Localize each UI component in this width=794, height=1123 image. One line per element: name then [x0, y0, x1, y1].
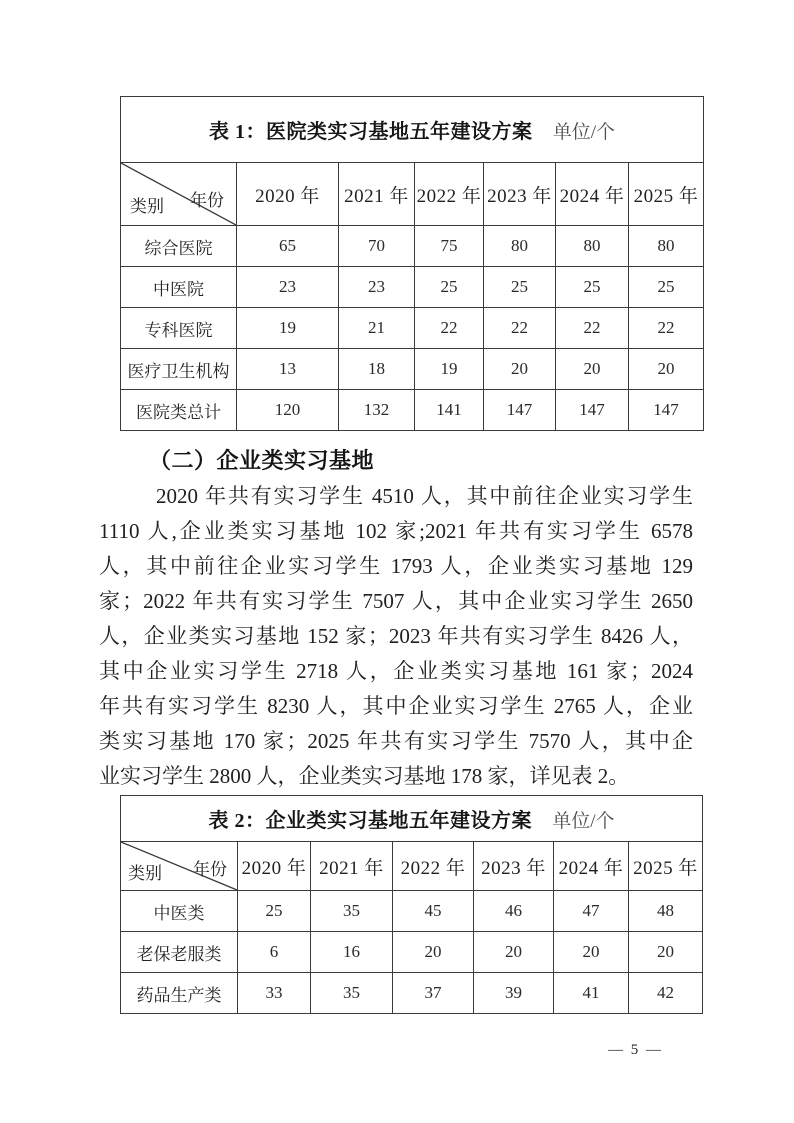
- table-title: 表 1：医院类实习基地五年建设方案: [209, 121, 533, 143]
- table-cell: 147: [484, 390, 556, 431]
- column-header-year: 2022 年: [393, 842, 474, 891]
- table-cell: 13: [237, 349, 339, 390]
- table-cell: 25: [238, 891, 311, 932]
- table-cell: 6: [238, 932, 311, 973]
- table-row: [121, 349, 704, 390]
- column-header-year: 2021 年: [311, 842, 393, 891]
- paragraph-line: 年共有实习学生 8230 人，其中企业实习学生 2765 人，企业: [99, 694, 693, 718]
- table-cell: 23: [237, 267, 339, 308]
- table-cell: 46: [474, 891, 554, 932]
- column-header-year: 2021 年: [339, 163, 415, 226]
- column-header-year: 2020 年: [238, 842, 311, 891]
- table-cell: 80: [484, 226, 556, 267]
- row-label: 中医院: [121, 267, 237, 308]
- table-cell: 39: [474, 973, 554, 1014]
- table-cell: 20: [554, 932, 629, 973]
- table-cell: 19: [415, 349, 484, 390]
- table-cell: 132: [339, 390, 415, 431]
- corner-label-category: 类别: [130, 197, 164, 216]
- table-row: [121, 891, 703, 932]
- table-cell: 141: [415, 390, 484, 431]
- table-cell: 42: [629, 973, 703, 1014]
- paragraph-line: 人，企业类实习基地 152 家；2023 年共有实习学生 8426 人，: [99, 624, 693, 648]
- row-label: 医院类总计: [121, 390, 237, 431]
- table-cell: 18: [339, 349, 415, 390]
- paragraph-line: 类实习基地 170 家；2025 年共有实习学生 7570 人，其中企: [99, 729, 693, 753]
- table-cell: 47: [554, 891, 629, 932]
- table-cell: 37: [393, 973, 474, 1014]
- corner-label-category: 类别: [128, 864, 162, 883]
- table-enterprise-bases: [120, 795, 703, 1014]
- table-title: 表 2：企业类实习基地五年建设方案: [208, 810, 532, 832]
- table-title-row: [121, 796, 703, 842]
- table-header-row: [121, 163, 704, 226]
- table-cell: 25: [629, 267, 704, 308]
- table-cell: 25: [415, 267, 484, 308]
- table-cell: 20: [556, 349, 629, 390]
- paragraph-line: 家；2022 年共有实习学生 7507 人，其中企业实习学生 2650: [99, 589, 693, 613]
- table-cell: 22: [556, 308, 629, 349]
- table-row: [121, 226, 704, 267]
- table-title-cell: [121, 97, 704, 163]
- table-row: [121, 973, 703, 1014]
- paragraph-line: 其中企业实习学生 2718 人，企业类实习基地 161 家；2024: [99, 659, 693, 683]
- table-unit-label: 单位/个: [552, 122, 616, 143]
- table-cell: 41: [554, 973, 629, 1014]
- table-title-cell: [121, 796, 703, 842]
- table-cell: 65: [237, 226, 339, 267]
- table-cell: 20: [484, 349, 556, 390]
- table-row: [121, 932, 703, 973]
- table-unit-label: 单位/个: [552, 811, 615, 832]
- section-block: [99, 445, 693, 794]
- corner-label-year: 年份: [193, 860, 227, 879]
- column-header-year: 2023 年: [474, 842, 554, 891]
- table-cell: 20: [629, 349, 704, 390]
- corner-label-year: 年份: [190, 191, 224, 210]
- table-cell: 33: [238, 973, 311, 1014]
- table-header-row: [121, 842, 703, 891]
- table-hospital-bases: [120, 96, 704, 431]
- column-header-year: 2020 年: [237, 163, 339, 226]
- table-cell: 20: [474, 932, 554, 973]
- table-cell: 48: [629, 891, 703, 932]
- paragraph-line: 1110 人,企业类实习基地 102 家;2021 年共有实习学生 6578: [99, 519, 693, 543]
- table-cell: 20: [393, 932, 474, 973]
- row-label: 药品生产类: [121, 973, 238, 1014]
- row-label: 中医类: [121, 891, 238, 932]
- corner-header-cell: [121, 842, 238, 891]
- row-label: 综合医院: [121, 226, 237, 267]
- column-header-year: 2023 年: [484, 163, 556, 226]
- table-row: [121, 308, 704, 349]
- column-header-year: 2025 年: [629, 842, 703, 891]
- table-cell: 22: [484, 308, 556, 349]
- table-cell: 35: [311, 891, 393, 932]
- table-cell: 80: [629, 226, 704, 267]
- table-cell: 147: [556, 390, 629, 431]
- table-cell: 147: [629, 390, 704, 431]
- row-label: 专科医院: [121, 308, 237, 349]
- column-header-year: 2024 年: [556, 163, 629, 226]
- table-cell: 25: [484, 267, 556, 308]
- table-cell: 75: [415, 226, 484, 267]
- paragraph-line: 2020 年共有实习学生 4510 人，其中前往企业实习学生: [156, 484, 693, 508]
- table-cell: 19: [237, 308, 339, 349]
- table-row: [121, 267, 704, 308]
- column-header-year: 2025 年: [629, 163, 704, 226]
- table-cell: 35: [311, 973, 393, 1014]
- row-label: 医疗卫生机构: [121, 349, 237, 390]
- table-cell: 120: [237, 390, 339, 431]
- column-header-year: 2022 年: [415, 163, 484, 226]
- table-cell: 25: [556, 267, 629, 308]
- table-cell: 22: [415, 308, 484, 349]
- table-cell: 21: [339, 308, 415, 349]
- table-row: [121, 390, 704, 431]
- table-cell: 70: [339, 226, 415, 267]
- table-cell: 22: [629, 308, 704, 349]
- row-label: 老保老服类: [121, 932, 238, 973]
- section-heading: （二）企业类实习基地: [149, 448, 375, 473]
- table-cell: 45: [393, 891, 474, 932]
- page-number: — 5 —: [608, 1042, 663, 1058]
- paragraph-line: 人，其中前往企业实习学生 1793 人，企业类实习基地 129: [99, 554, 693, 578]
- table-cell: 16: [311, 932, 393, 973]
- table-cell: 23: [339, 267, 415, 308]
- column-header-year: 2024 年: [554, 842, 629, 891]
- paragraph-line: 业实习学生 2800 人，企业类实习基地 178 家，详见表 2。: [99, 764, 630, 788]
- table-title-row: [121, 97, 704, 163]
- table-cell: 20: [629, 932, 703, 973]
- table-cell: 80: [556, 226, 629, 267]
- corner-header-cell: [121, 163, 237, 226]
